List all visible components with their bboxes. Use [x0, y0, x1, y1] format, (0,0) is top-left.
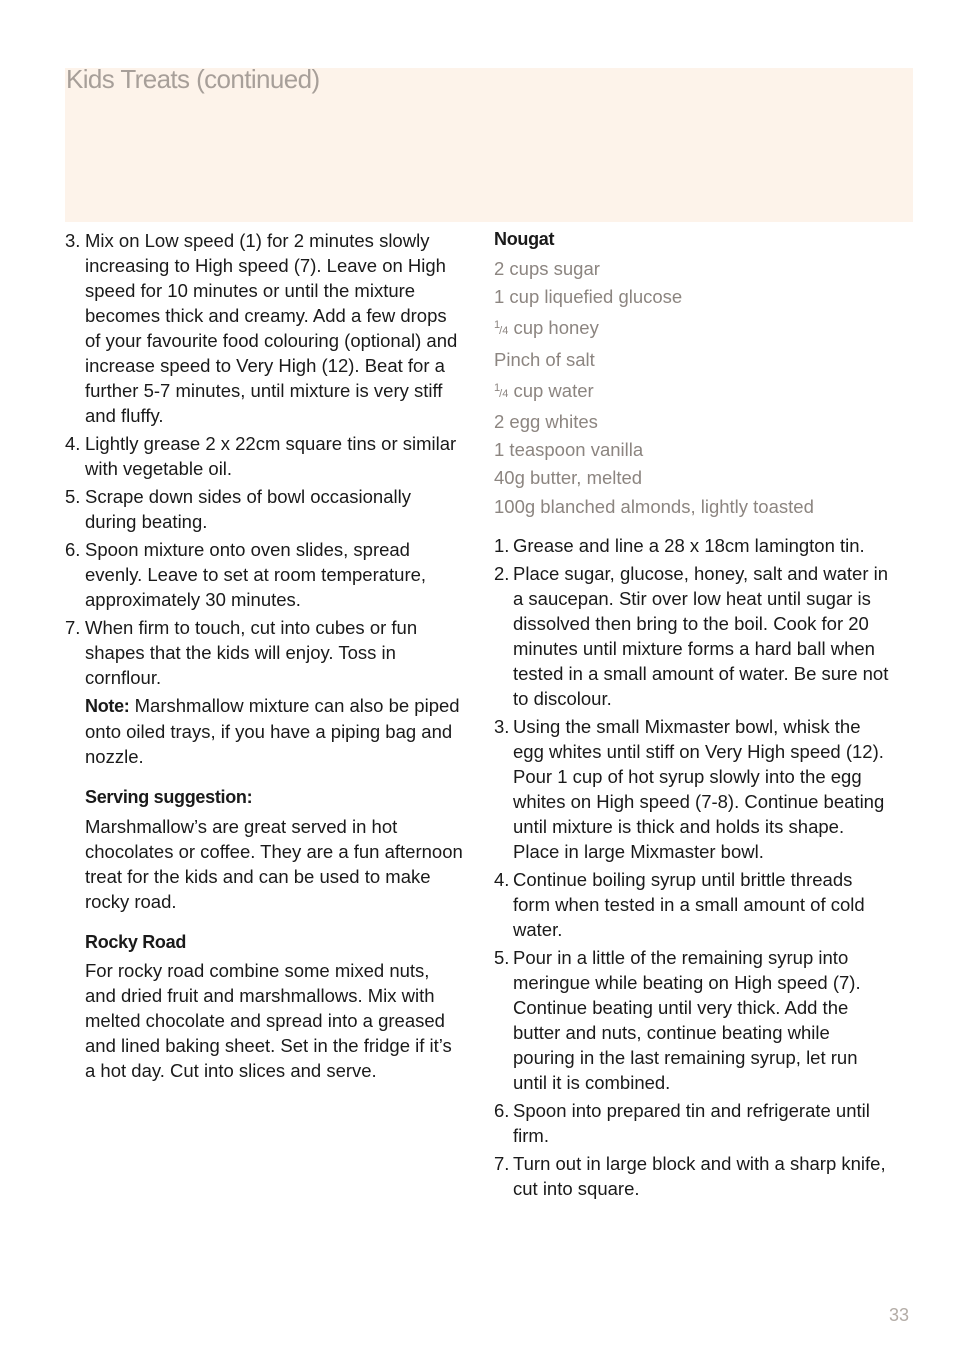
ingredient-text: cup honey — [508, 317, 599, 339]
step-text: Lightly grease 2 x 22cm square tins or similar with vegetable oil. — [85, 433, 457, 479]
step-number: 7. — [494, 1152, 510, 1174]
ingredient-text: 40g butter, melted — [494, 467, 643, 489]
step-text: Spoon into prepared tin and refrigerate until firm. — [513, 1099, 870, 1146]
list-item — [65, 484, 465, 534]
list-item — [65, 228, 465, 428]
ingredient-text: 100g blanched almonds, lightly toasted — [494, 495, 814, 517]
ingredient-item: $^1$/4 cup water — [494, 379, 594, 401]
step-text: When firm to touch, cut into cubes or fun shapes that the kids will enjoy. Toss in cornflour. — [85, 617, 418, 688]
note — [65, 693, 465, 769]
nougat-heading: Nougat — [494, 229, 555, 249]
list-item — [494, 561, 894, 711]
nougat-steps — [494, 533, 894, 1201]
step-number: 2. — [494, 562, 510, 584]
fraction-denominator: 4 — [502, 325, 509, 338]
step-number: 6. — [65, 539, 81, 560]
list-item — [494, 1098, 894, 1148]
ingredient-text: Pinch of salt — [494, 348, 595, 370]
step-number: 4. — [494, 868, 510, 890]
ingredient-text: 2 cups sugar — [494, 258, 600, 279]
ingredient-item — [494, 346, 894, 374]
step-number: 3. — [65, 230, 81, 251]
step-number: 5. — [65, 486, 81, 507]
list-item — [494, 1151, 894, 1201]
step-text: Continue boiling syrup until brittle threads form when tested in a small amount of cold water. — [513, 868, 865, 940]
step-number: 4. — [65, 433, 81, 454]
ingredient-text: 1 cup liquefied glucose — [494, 286, 683, 308]
ingredient-item — [494, 436, 894, 464]
ingredient-text: cup water — [508, 379, 594, 401]
marshmallow-steps — [65, 228, 465, 690]
nougat-ingredients — [494, 255, 894, 521]
list-item — [65, 431, 465, 481]
ingredient-item — [494, 255, 894, 283]
step-number: 5. — [494, 946, 510, 968]
ingredient-text: 1 teaspoon vanilla — [494, 439, 644, 461]
list-item — [65, 615, 465, 690]
note-text: Marshmallow mixture can also be piped onto oiled trays, if you have a piping bag and nozzle. — [85, 695, 460, 767]
step-text: Spoon mixture onto oven slides, spread evenly. Leave to set at room temperature, approximately 30 minutes. — [85, 539, 427, 610]
step-text: Pour in a little of the remaining syrup into meringue while beating on High speed (7). Continue beating until very thick. Add the butter and nuts, continue beating while pouring in the last remaining syrup, let run until it is combined. — [513, 946, 861, 1093]
list-item — [494, 867, 894, 942]
ingredient-item — [494, 464, 894, 492]
step-text: Place sugar, glucose, honey, salt and water in a saucepan. Stir over low heat until sugar is dissolved then bring to the boil. Cook for 20 minutes until mixture forms a hard ball when tested in a small amount of water. Be sure not to discolour. — [513, 562, 889, 709]
left-column — [65, 228, 465, 1083]
fraction-numerator: 1 — [494, 319, 500, 332]
list-item — [494, 533, 894, 558]
right-column — [494, 228, 894, 1204]
fraction-denominator: 4 — [502, 387, 509, 400]
note-label: Note: — [85, 696, 130, 716]
list-item — [494, 945, 894, 1095]
ingredient-item — [494, 283, 894, 311]
page-title: Kids Treats (continued) — [66, 64, 320, 94]
ingredient-item — [494, 408, 894, 436]
serving-suggestion-heading: Serving suggestion: — [85, 787, 253, 807]
rocky-road-text: For rocky road combine some mixed nuts, and dried fruit and marshmallows. Mix with melted chocolate and spread into a greased and lined baking sheet. Set in the fridge if it’s a hot day. Cut into slices and serve. — [85, 960, 452, 1081]
list-item — [494, 714, 894, 864]
serving-suggestion-text: Marshmallow’s are great served in hot chocolates or coffee. They are a fun afternoon treat for the kids and can be used to make rocky road. — [85, 816, 463, 912]
step-number: 1. — [494, 534, 510, 556]
list-item — [65, 537, 465, 612]
ingredient-item: $^1$/4 cup honey — [494, 317, 599, 339]
step-text: Mix on Low speed (1) for 2 minutes slowly increasing to High speed (7). Leave on High speed for 10 minutes or until the mixture becomes thick and creamy. Add a few drops of your favourite food colouring (optional) and increase speed to Very High (12). Beat for a further 5-7 minutes, until mixture is very stiff and fluffy. — [85, 230, 458, 426]
step-text: Turn out in large block and with a sharp knife, cut into square. — [513, 1152, 886, 1199]
step-number: 3. — [494, 715, 510, 737]
step-text: Using the small Mixmaster bowl, whisk the egg whites until stiff on Very High speed (12). Pour 1 cup of hot syrup slowly into the egg whites on High speed (7-8). Continue beating until mixture is thick and holds its shape. Place in large Mixmaster bowl. — [513, 715, 885, 862]
ingredient-item — [494, 493, 894, 521]
step-text: Scrape down sides of bowl occasionally during beating. — [85, 486, 411, 532]
step-number: 6. — [494, 1099, 510, 1121]
step-text: Grease and line a 28 x 18cm lamington tin. — [513, 534, 865, 556]
rocky-road-heading: Rocky Road — [85, 932, 187, 952]
page-number: 33 — [888, 1305, 909, 1325]
step-number: 7. — [65, 617, 81, 638]
fraction-numerator: 1 — [494, 381, 500, 394]
ingredient-text: 2 egg whites — [494, 411, 598, 433]
